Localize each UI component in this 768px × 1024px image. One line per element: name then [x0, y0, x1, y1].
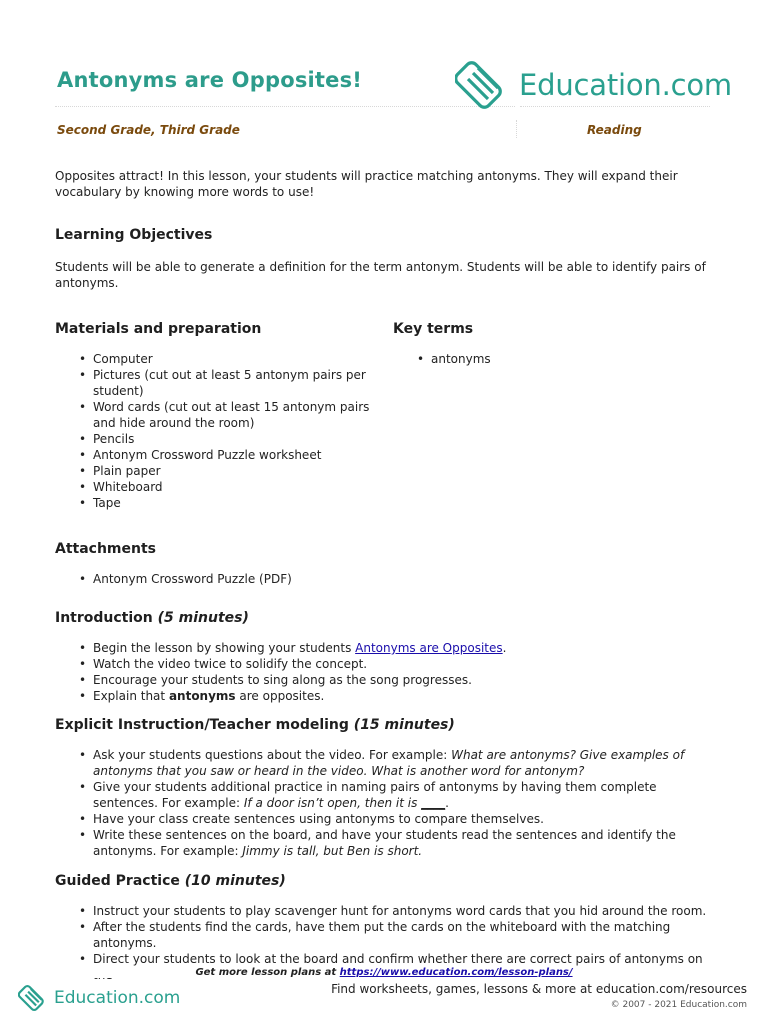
footer-plans-text: Get more lesson plans at — [195, 967, 340, 978]
section-title: Explicit Instruction/Teacher modeling — [55, 717, 349, 733]
list-item — [93, 688, 715, 704]
introduction-list — [55, 640, 715, 704]
list-item: • Pictures (cut out at least 5 antonym pairs per student) — [93, 367, 375, 399]
list-item: • After the students find the cards, have them put the cards on the whiteboard with the matching antonyms. — [93, 919, 725, 951]
lesson-intro-text: Opposites attract! In this lesson, your students will practice matching antonyms. They will expand their vocabulary by knowing more words to use! — [55, 169, 678, 199]
list-item: • Plain paper — [93, 463, 375, 479]
example-text: If a door isn’t open, then it is — [243, 796, 422, 810]
key-terms-heading: Key terms — [393, 321, 474, 337]
footer-lesson-plans — [0, 967, 768, 978]
list-item: • Direct your students to look at the board and confirm whether there are correct pairs of antonyms on — [93, 951, 725, 983]
antonyms-video-link[interactable]: Antonyms are Opposites — [355, 641, 503, 655]
grade-levels: Second Grade, Third Grade — [57, 123, 240, 137]
text: Explain that — [93, 689, 169, 703]
example-text: What are antonyms? Give examples of antonyms that you saw or heard in the video. What is another word for antonym? — [93, 748, 685, 778]
list-item: • Instruct your students to play scavenger hunt for antonyms word cards that you hid around the room. — [93, 903, 725, 919]
list-item: • Have your class create sentences using antonyms to compare themselves. — [93, 811, 715, 827]
lesson-plans-link[interactable]: https://www.education.com/lesson-plans/ — [339, 967, 573, 978]
page-title: Antonyms are Opposites! — [57, 68, 363, 92]
materials-list — [55, 351, 375, 511]
list-item — [93, 779, 715, 811]
list-item — [93, 640, 715, 656]
subject-label: Reading — [587, 123, 642, 137]
section-duration: (10 minutes) — [184, 873, 286, 889]
section-title: Introduction — [55, 610, 153, 626]
title-divider — [55, 106, 515, 107]
list-item: • Pencils — [93, 431, 375, 447]
text: Begin the lesson by showing your students — [93, 641, 356, 655]
attachments-heading: Attachments — [55, 541, 157, 557]
pencil-logo-icon — [18, 983, 50, 1013]
explicit-instruction-heading — [55, 717, 715, 733]
list-item: • Watch the video twice to solidify the concept. — [93, 656, 715, 672]
footer-copyright: © 2007 - 2021 Education.com — [610, 1000, 747, 1010]
list-item: • Computer — [93, 351, 375, 367]
introduction-heading — [55, 610, 715, 626]
text: . — [502, 641, 507, 655]
bold-term: antonyms — [168, 689, 236, 703]
list-item: • Tape — [93, 495, 375, 511]
section-duration: (5 minutes) — [157, 610, 249, 626]
list-item: • Encourage your students to sing along as the song progresses. — [93, 672, 715, 688]
education-logo[interactable] — [455, 57, 732, 113]
section-title: Guided Practice — [55, 873, 180, 889]
list-item: • Word cards (cut out at least 15 antonym pairs and hide around the room) — [93, 399, 375, 431]
attachments-list — [55, 571, 715, 587]
blank-line: ____ — [421, 796, 446, 810]
footer-brand-name: Education.com — [54, 988, 181, 1008]
text: are opposites. — [235, 689, 325, 703]
section-duration: (15 minutes) — [353, 717, 455, 733]
text: Give your students additional practice in naming pairs of antonyms by having them complete sentences. For example: — [93, 780, 657, 810]
meta-separator — [516, 120, 517, 138]
objectives-heading: Learning Objectives — [55, 227, 213, 243]
list-item: • antonyms — [431, 351, 713, 367]
key-terms-list — [393, 351, 713, 367]
pencil-logo-icon — [455, 57, 513, 113]
list-item: • Whiteboard — [93, 479, 375, 495]
text: Write these sentences on the board, and have your students read the sentences and identify the antonyms. For example: — [93, 828, 676, 858]
list-item — [93, 747, 715, 779]
brand-name: Education.com — [519, 68, 732, 102]
list-item — [93, 827, 715, 859]
footer-education-logo[interactable] — [18, 983, 180, 1013]
example-text: Jimmy is tall, but Ben is short. — [242, 844, 423, 858]
list-item: • Antonym Crossword Puzzle worksheet — [93, 447, 375, 463]
materials-heading: Materials and preparation — [55, 321, 262, 337]
guided-practice-heading — [55, 873, 715, 889]
attachment-item[interactable]: • Antonym Crossword Puzzle (PDF) — [93, 571, 715, 587]
text: . — [445, 796, 449, 810]
objectives-text: Students will be able to generate a definition for the term antonym. Students will be able to identify pairs of antonyms. — [55, 260, 706, 290]
footer-resources-text: Find worksheets, games, lessons & more at education.com/resources — [331, 982, 747, 996]
text: Ask your students questions about the video. For example: — [93, 748, 452, 762]
explicit-instruction-list — [55, 747, 715, 859]
